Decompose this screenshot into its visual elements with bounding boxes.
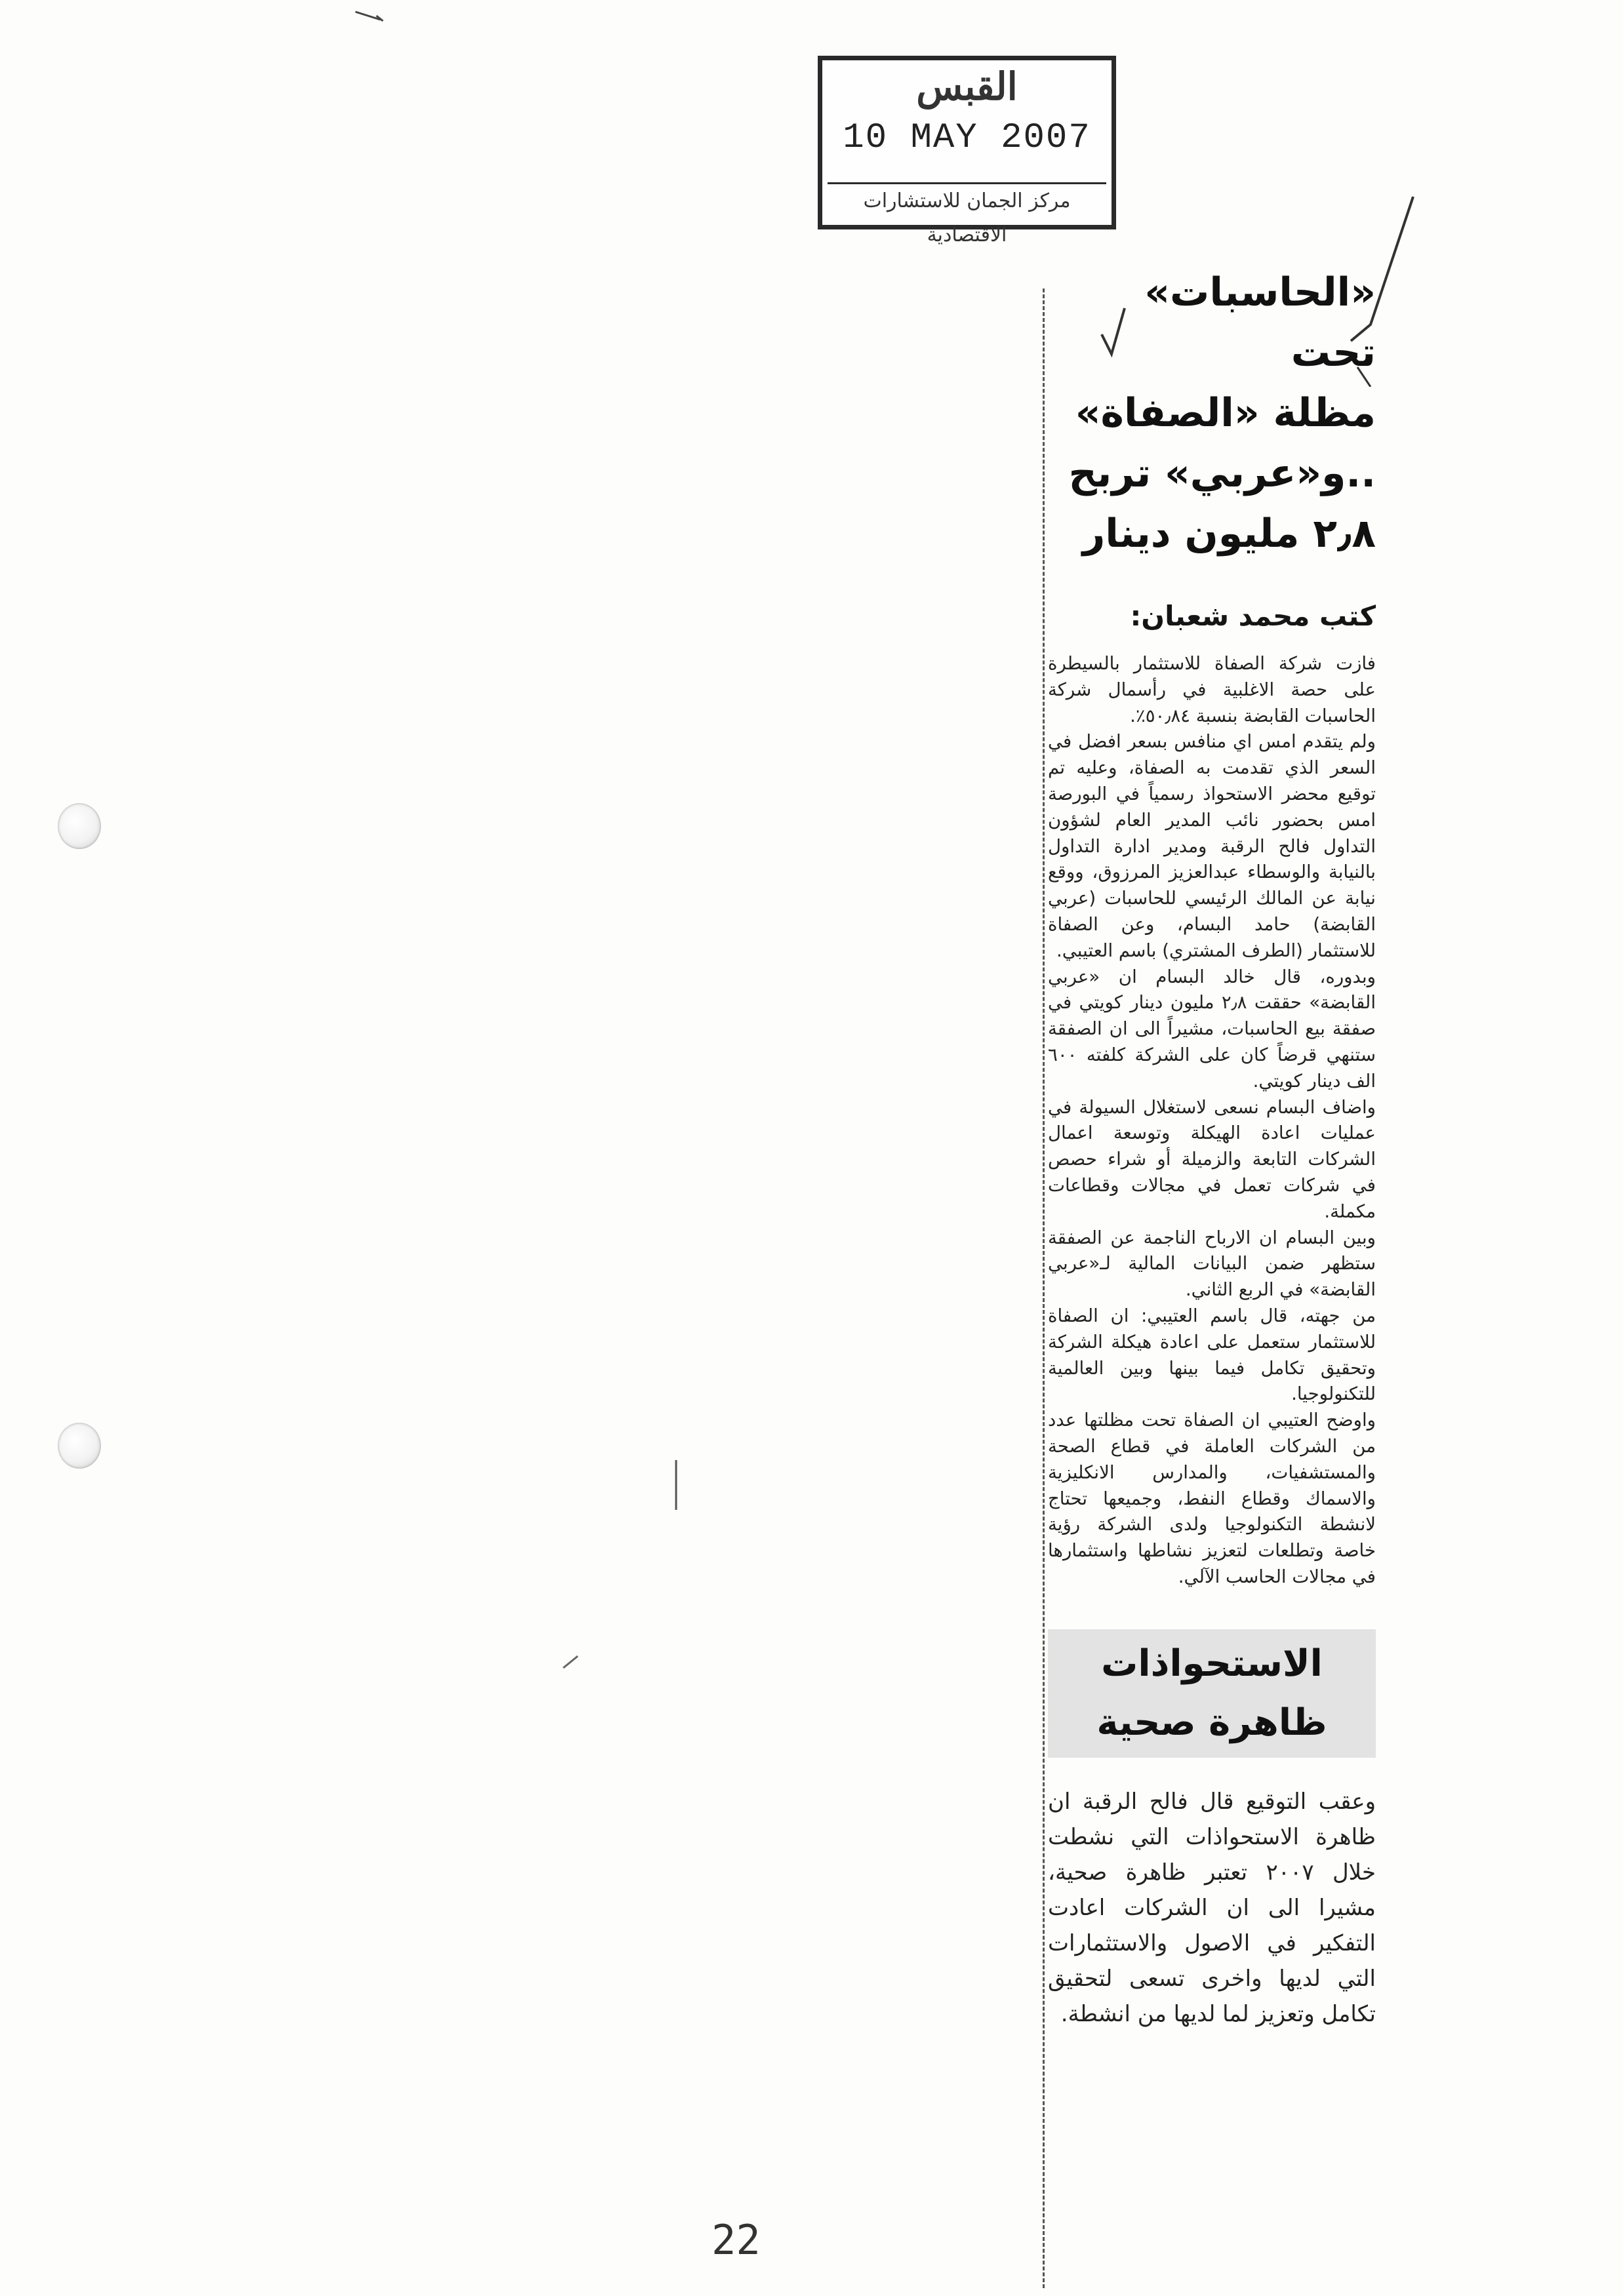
punch-hole-lower: [58, 1423, 101, 1469]
article-headline: [1048, 262, 1376, 564]
article-paragraph: ولم يتقدم امس اي منافس بسعر افضل في السعر الذي تقدمت به الصفاة، وعليه تم توقيع محضر الاستحواذ رسمياً في البورصة امس بحضور نائب المدير العام لشؤون التداول فالح الرقبة ومدير ادارة التداول بالنيابة والوسطاء عبدالعزيز المرزوق، ووقع نيابة عن المالك الرئيسي للحاسبات (عربي القابضة) حامد البسام، وعن الصفاة للاستثمار (الطرف المشتري) باسم العتيبي.: [1048, 730, 1376, 961]
article-byline: كتب محمد شعبان:: [1130, 600, 1376, 632]
clipping-edge: [1043, 288, 1045, 2288]
scan-mark-top: [354, 7, 387, 26]
stamp-date: 10 MAY 2007: [843, 118, 1091, 158]
article-paragraph: فازت شركة الصفاة للاستثمار بالسيطرة على حصة الاغلبية في رأسمال شركة الحاسبات القابضة بنسبة ٥٠٫٨٤٪.: [1048, 652, 1376, 726]
subheading-line: الاستحواذات: [1101, 1642, 1323, 1685]
scan-mark-small: [561, 1652, 580, 1672]
headline-line: ..و«عربي» تربح: [1068, 450, 1376, 496]
scan-mark-middle: [672, 1459, 680, 1511]
stamp-logo: القبس: [916, 64, 1018, 109]
page-number: 22: [711, 2216, 761, 2264]
subheading-line: ظاهرة صحية: [1096, 1701, 1327, 1744]
article-paragraph: واضاف البسام نسعى لاستغلال السيولة في عمليات اعادة الهيكلة وتوسعة اعمال الشركات التابعة والزميلة أو شراء حصص في شركات تعمل في مجالات وقطاعات مكملة.: [1048, 1096, 1376, 1222]
article-paragraph: وبين البسام ان الارباح الناجمة عن الصفقة ستظهر ضمن البيانات المالية لـ«عربي القابضة» في الربع الثاني.: [1048, 1226, 1376, 1301]
punch-hole-upper: [58, 803, 101, 849]
article-paragraph: وعقب التوقيع قال فالح الرقبة ان ظاهرة الاستحواذات التي نشطت خلال ٢٠٠٧ تعتبر ظاهرة صحية، مشيرا الى ان الشركات اعادت التفكير في الاصول والاستثمارات التي لديها واخرى تسعى لتحقيق تكامل وتعزيز لما لديها من انشطة.: [1048, 1788, 1376, 2027]
article-paragraph: وبدوره، قال خالد البسام ان «عربي القابضة» حققت ٢٫٨ مليون دينار كويتي في صفقة بيع الحاسبات، مشيراً الى ان الصفقة ستنهي قرضاً كان على الشركة كلفته ٦٠٠ الف دينار كويتي.: [1048, 965, 1376, 1092]
stamp-footer: مركز الجمان للاستشارات الاقتصادية: [828, 182, 1106, 218]
article-body-continued: [1048, 1784, 1376, 2032]
article-paragraph: واوضح العتيبي ان الصفاة تحت مظلتها عدد من الشركات العاملة في قطاع الصحة والمستشفيات، والمدارس الانكليزية والاسماك وقطاع النفط، وجميعها تحتاج لانشطة التكنولوجيا ولدى الشركة رؤية خاصة وتطلعات لتعزيز نشاطها واستثمارها في مجالات الحاسب الآلي.: [1048, 1409, 1376, 1587]
article-subheading: [1048, 1629, 1376, 1758]
headline-line: ٢٫٨ مليون دينار: [1082, 511, 1376, 557]
headline-line: مظلة «الصفاة»: [1075, 390, 1376, 436]
article-body: [1048, 650, 1376, 1590]
headline-line: «الحاسبات» تحت: [1144, 269, 1376, 376]
news-article: [1048, 262, 1376, 2032]
article-paragraph: من جهته، قال باسم العتيبي: ان الصفاة للاستثمار ستعمل على اعادة هيكلة الشركة وتحقيق تكامل فيما بينها وبين العالمية للتكنولوجيا.: [1048, 1304, 1376, 1405]
